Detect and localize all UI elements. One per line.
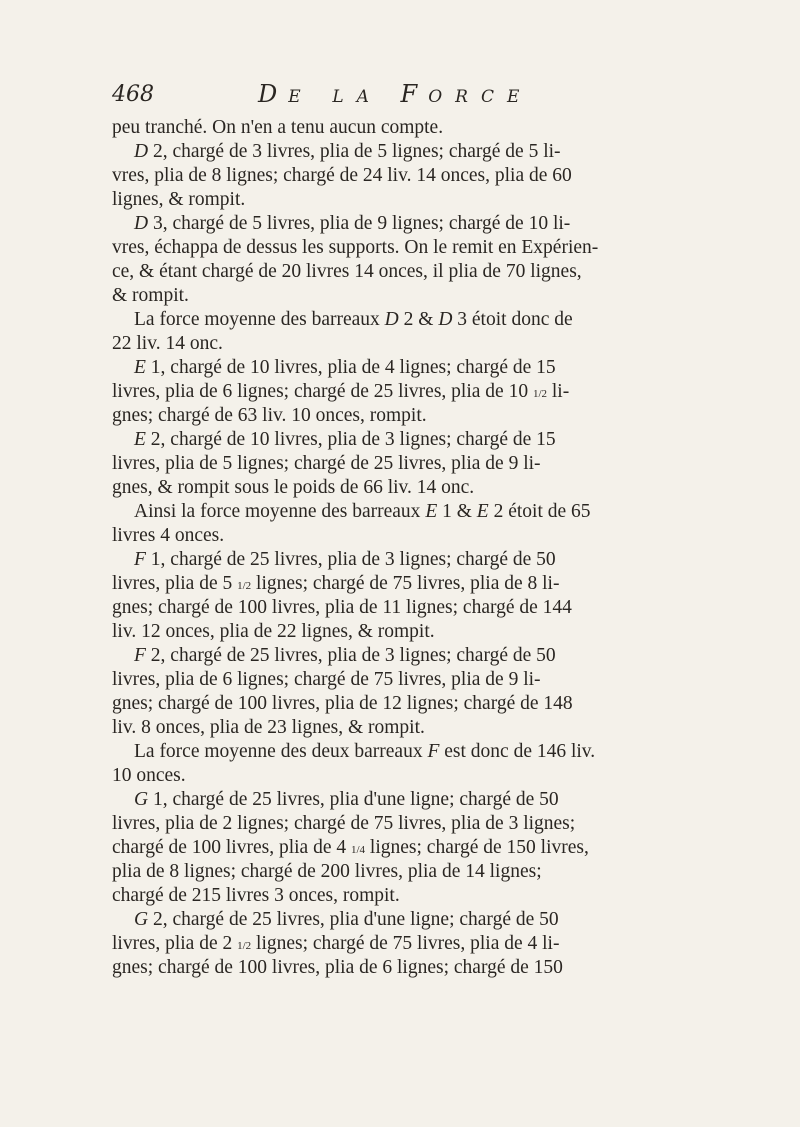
running-title-letter: E	[506, 87, 533, 107]
running-title-letter: C	[480, 87, 507, 107]
italic-label: E	[134, 429, 146, 450]
text-line	[112, 140, 682, 164]
running-title-letter: O	[428, 87, 456, 107]
running-title-letter: F	[400, 80, 429, 108]
text-segment: lignes; chargé de 75 livres, plia de 8 li-	[251, 573, 560, 594]
text-segment: 2, chargé de 25 livres, plia d'une ligne; chargé de 50	[148, 909, 559, 930]
italic-label: E	[425, 501, 438, 522]
text-line	[112, 404, 682, 428]
text-line	[112, 212, 682, 236]
text-segment: 2, chargé de 10 livres, plia de 3 lignes; chargé de 15	[145, 429, 556, 450]
text-line	[112, 380, 682, 404]
text-line	[112, 524, 682, 548]
text-segment: livres, plia de 5	[112, 573, 238, 594]
running-title-letter: D	[258, 80, 289, 108]
text-line	[112, 308, 682, 332]
text-segment: 2, chargé de 3 livres, plia de 5 lignes; chargé de 5 li-	[148, 141, 561, 162]
text-segment: est donc de 146 liv.	[439, 741, 596, 762]
text-segment: lignes, & rompit.	[112, 189, 246, 210]
text-line	[112, 332, 682, 356]
text-segment: & rompit.	[112, 285, 189, 306]
text-line	[112, 860, 682, 884]
text-line	[112, 764, 682, 788]
text-segment: chargé de 100 livres, plia de 4	[112, 837, 351, 858]
page-number: 468	[112, 82, 154, 107]
text-line	[112, 260, 682, 284]
text-line	[112, 620, 682, 644]
text-segment: liv. 8 onces, plia de 23 lignes, & rompit.	[112, 717, 425, 738]
text-segment: 1, chargé de 25 livres, plia d'une ligne; chargé de 50	[148, 789, 559, 810]
text-line	[112, 548, 682, 572]
text-segment: 10 onces.	[112, 765, 186, 786]
text-segment: peu tranché. On n'en a tenu aucun compte.	[112, 117, 444, 138]
text-line	[112, 188, 682, 212]
text-line	[112, 788, 682, 812]
text-segment: livres, plia de 2 lignes; chargé de 75 livres, plia de 3 lignes;	[112, 813, 576, 834]
text-line	[112, 596, 682, 620]
italic-label: G	[134, 789, 149, 810]
text-segment: livres 4 onces.	[112, 525, 225, 546]
text-segment: 3 étoit donc de	[452, 309, 573, 330]
text-segment: Ainsi la force moyenne des barreaux	[134, 501, 426, 522]
text-line	[112, 668, 682, 692]
running-title-letter: R	[455, 87, 481, 107]
text-line	[112, 500, 682, 524]
text-segment: livres, plia de 6 lignes; chargé de 75 livres, plia de 9 li-	[112, 669, 541, 690]
italic-label: D	[438, 309, 453, 330]
fraction: 1/2	[237, 940, 252, 952]
text-line	[112, 908, 682, 932]
fraction: 1/2	[237, 580, 252, 592]
italic-label: F	[134, 645, 146, 666]
italic-label: D	[134, 213, 149, 234]
text-line	[112, 692, 682, 716]
text-line	[112, 956, 682, 980]
text-segment: li-	[547, 381, 570, 402]
text-segment: 1, chargé de 10 livres, plia de 4 lignes; chargé de 15	[145, 357, 556, 378]
text-segment: vres, échappa de dessus les supports. On le remit en Expérien-	[112, 237, 599, 258]
text-line	[112, 884, 682, 908]
fraction: 1/2	[532, 388, 548, 400]
text-segment: 22 liv. 14 onc.	[112, 333, 223, 354]
text-segment: 1, chargé de 25 livres, plia de 3 lignes; chargé de 50	[145, 549, 556, 570]
text-segment: lignes; chargé de 150 livres,	[365, 837, 589, 858]
text-segment: 2 étoit de 65	[488, 501, 591, 522]
text-segment: La force moyenne des barreaux	[134, 309, 385, 330]
running-title-letter: A	[356, 87, 382, 107]
text-segment: gnes; chargé de 100 livres, plia de 6 lignes; chargé de 150	[112, 957, 563, 978]
text-segment: 2 &	[398, 309, 439, 330]
text-line	[112, 740, 682, 764]
running-title-letter: L	[332, 87, 357, 107]
text-line	[112, 428, 682, 452]
text-segment: ce, & étant chargé de 20 livres 14 onces, il plia de 70 lignes,	[112, 261, 582, 282]
running-title-letter: E	[288, 87, 314, 107]
text-segment: gnes, & rompit sous le poids de 66 liv. 14 onc.	[112, 477, 475, 498]
text-segment: vres, plia de 8 lignes; chargé de 24 liv. 14 onces, plia de 60	[112, 165, 572, 186]
italic-label: E	[134, 357, 146, 378]
fraction: 1/4	[350, 844, 366, 856]
italic-label: D	[134, 141, 149, 162]
text-segment: gnes; chargé de 100 livres, plia de 12 lignes; chargé de 148	[112, 693, 573, 714]
text-segment: 1 &	[437, 501, 477, 522]
text-segment: livres, plia de 6 lignes; chargé de 25 livres, plia de 10	[112, 381, 533, 402]
text-segment: chargé de 215 livres 3 onces, rompit.	[112, 885, 400, 906]
italic-label: F	[134, 549, 146, 570]
italic-label: E	[476, 501, 489, 522]
text-line	[112, 284, 682, 308]
text-line	[112, 476, 682, 500]
text-line	[112, 452, 682, 476]
text-segment: gnes; chargé de 63 liv. 10 onces, rompit.	[112, 405, 427, 426]
text-segment: liv. 12 onces, plia de 22 lignes, & rompit.	[112, 621, 435, 642]
text-segment: 3, chargé de 5 livres, plia de 9 lignes; chargé de 10 li-	[148, 213, 571, 234]
italic-label: G	[134, 909, 149, 930]
text-segment: livres, plia de 5 lignes; chargé de 25 livres, plia de 9 li-	[112, 453, 541, 474]
italic-label: F	[427, 741, 440, 762]
text-line	[112, 116, 682, 140]
text-line	[112, 236, 682, 260]
text-segment: lignes; chargé de 75 livres, plia de 4 li-	[251, 933, 560, 954]
text-line	[112, 716, 682, 740]
text-line	[112, 932, 682, 956]
italic-label: D	[384, 309, 399, 330]
text-segment: 2, chargé de 25 livres, plia de 3 lignes; chargé de 50	[145, 645, 556, 666]
text-line	[112, 836, 682, 860]
text-line	[112, 812, 682, 836]
text-segment: gnes; chargé de 100 livres, plia de 11 lignes; chargé de 144	[112, 597, 572, 618]
text-segment: La force moyenne des deux barreaux	[134, 741, 428, 762]
text-line	[112, 572, 682, 596]
page-header	[112, 80, 632, 120]
body-text	[112, 116, 682, 980]
text-segment: livres, plia de 2	[112, 933, 238, 954]
text-line	[112, 644, 682, 668]
text-segment: plia de 8 lignes; chargé de 200 livres, plia de 14 lignes;	[112, 861, 542, 882]
text-line	[112, 164, 682, 188]
running-title	[258, 80, 532, 108]
text-line	[112, 356, 682, 380]
